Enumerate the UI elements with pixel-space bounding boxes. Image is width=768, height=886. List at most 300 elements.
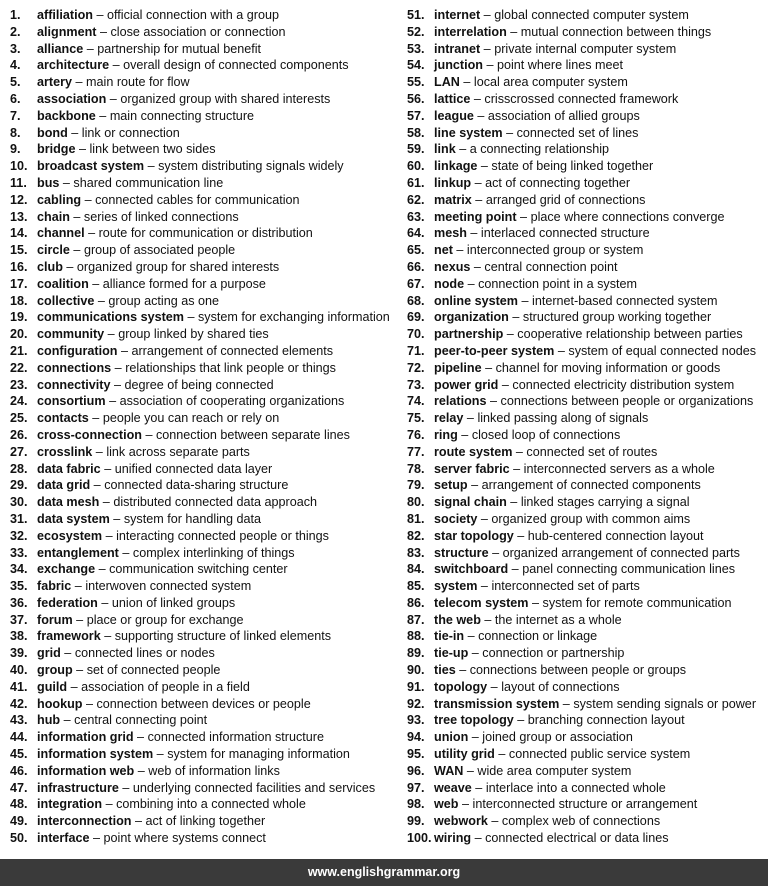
entry-dash: – — [506, 24, 521, 39]
entry-dash: – — [109, 58, 124, 73]
entry-definition: connection or partnership — [482, 646, 625, 661]
entry-word: weave — [434, 780, 472, 795]
entry-definition: alliance formed for a purpose — [102, 276, 266, 291]
entry-number: 83. — [407, 545, 425, 560]
entry-word: WAN — [434, 763, 464, 778]
entry-definition: complex web of connections — [501, 814, 661, 829]
word-entry — [10, 662, 397, 679]
entry-word: group — [37, 663, 73, 678]
word-list-left-column — [0, 7, 397, 847]
word-list-columns — [0, 7, 768, 847]
entry-definition: crisscrossed connected framework — [484, 91, 679, 106]
entry-word: the web — [434, 612, 481, 627]
word-entry — [407, 729, 768, 746]
word-entry — [407, 309, 768, 326]
entry-dash: – — [102, 528, 117, 543]
entry-number: 96. — [407, 763, 425, 778]
entry-number: 24. — [10, 394, 28, 409]
entry-dash: – — [75, 142, 90, 157]
entry-word: information web — [37, 763, 135, 778]
entry-definition: system distributing signals widely — [158, 159, 344, 174]
entry-word: intranet — [434, 41, 481, 56]
entry-word: data mesh — [37, 495, 100, 510]
entry-number: 65. — [407, 243, 425, 258]
entry-definition: main route for flow — [86, 75, 190, 90]
word-entry — [407, 125, 768, 142]
entry-word: union — [434, 730, 469, 745]
entry-definition: connection between devices or people — [96, 696, 311, 711]
word-entry — [407, 796, 768, 813]
entry-definition: organized group with common aims — [491, 511, 691, 526]
entry-word: chain — [37, 209, 70, 224]
word-entry — [10, 125, 397, 142]
entry-word: hub — [37, 713, 61, 728]
entry-word: net — [434, 243, 453, 258]
entry-definition: link or connection — [81, 125, 180, 140]
entry-definition: supporting structure of linked elements — [114, 629, 332, 644]
entry-number: 79. — [407, 478, 425, 493]
entry-definition: underlying connected facilities and services — [132, 780, 376, 795]
entry-number: 81. — [407, 511, 425, 526]
entry-word: broadcast system — [37, 159, 145, 174]
word-entry — [10, 696, 397, 713]
entry-dash: – — [153, 747, 168, 762]
word-entry — [407, 511, 768, 528]
word-entry — [407, 461, 768, 478]
word-entry — [10, 645, 397, 662]
entry-definition: connections between people or groups — [469, 663, 687, 678]
entry-number: 51. — [407, 8, 425, 22]
entry-definition: system of equal connected nodes — [568, 343, 757, 358]
entry-number: 41. — [10, 679, 28, 694]
word-entry — [10, 477, 397, 494]
entry-dash: – — [471, 780, 486, 795]
entry-word: coalition — [37, 276, 89, 291]
word-entry — [407, 393, 768, 410]
entry-number: 87. — [407, 612, 425, 627]
word-entry — [10, 91, 397, 108]
entry-number: 6. — [10, 91, 21, 106]
entry-number: 22. — [10, 360, 28, 375]
entry-word: community — [37, 327, 105, 342]
entry-number: 25. — [10, 411, 28, 426]
entry-dash: – — [486, 394, 501, 409]
entry-definition: wide area computer system — [477, 763, 632, 778]
entry-definition: closed loop of connections — [471, 427, 621, 442]
entry-word: association — [37, 91, 107, 106]
entry-number: 13. — [10, 209, 28, 224]
word-entry — [10, 595, 397, 612]
entry-dash: – — [470, 91, 485, 106]
entry-word: interconnection — [37, 814, 132, 829]
entry-number: 90. — [407, 663, 425, 678]
entry-definition: connected data-sharing structure — [104, 478, 289, 493]
entry-definition: central connection point — [484, 259, 618, 274]
word-entry — [407, 377, 768, 394]
entry-dash: – — [528, 595, 543, 610]
entry-definition: shared communication line — [73, 175, 224, 190]
entry-word: relay — [434, 411, 464, 426]
entry-number: 40. — [10, 663, 28, 678]
entry-dash: – — [480, 8, 495, 22]
entry-number: 17. — [10, 276, 28, 291]
entry-dash: – — [88, 411, 103, 426]
entry-definition: interconnected set of parts — [491, 579, 640, 594]
word-entry — [10, 494, 397, 511]
entry-definition: mutual connection between things — [520, 24, 712, 39]
word-entry — [407, 141, 768, 158]
entry-dash: – — [509, 461, 524, 476]
entry-definition: route for communication or distribution — [98, 226, 313, 241]
entry-definition: linked stages carrying a signal — [520, 495, 690, 510]
entry-word: mesh — [434, 226, 467, 241]
entry-number: 3. — [10, 41, 21, 56]
entry-dash: – — [452, 243, 467, 258]
entry-number: 39. — [10, 646, 28, 661]
entry-word: webwork — [434, 814, 488, 829]
entry-dash: – — [463, 411, 478, 426]
entry-word: node — [434, 276, 465, 291]
entry-dash: – — [67, 125, 82, 140]
entry-number: 42. — [10, 696, 28, 711]
entry-word: framework — [37, 629, 101, 644]
entry-word: online system — [434, 293, 518, 308]
entry-definition: central connecting point — [74, 713, 208, 728]
entry-dash: – — [100, 629, 115, 644]
word-entry — [10, 293, 397, 310]
entry-dash: – — [502, 125, 517, 140]
entry-definition: people you can reach or rely on — [102, 411, 280, 426]
entry-number: 35. — [10, 579, 28, 594]
entry-number: 5. — [10, 75, 21, 90]
word-entry — [407, 57, 768, 74]
entry-number: 18. — [10, 293, 28, 308]
entry-word: entanglement — [37, 545, 119, 560]
entry-number: 44. — [10, 730, 28, 745]
entry-number: 36. — [10, 595, 28, 610]
word-entry — [407, 444, 768, 461]
entry-number: 8. — [10, 125, 21, 140]
entry-dash: – — [99, 495, 114, 510]
entry-number: 32. — [10, 528, 28, 543]
entry-definition: link across separate parts — [106, 444, 250, 459]
entry-dash: – — [62, 259, 77, 274]
entry-definition: the internet as a whole — [494, 612, 622, 627]
entry-word: circle — [37, 243, 70, 258]
word-entry — [10, 461, 397, 478]
entry-definition: organized arrangement of connected parts — [502, 545, 740, 560]
entry-word: data fabric — [37, 461, 101, 476]
entry-word: meeting point — [434, 209, 517, 224]
entry-word: linkage — [434, 159, 478, 174]
word-entry — [10, 612, 397, 629]
word-entry — [10, 393, 397, 410]
entry-word: utility grid — [434, 747, 495, 762]
entry-number: 28. — [10, 461, 28, 476]
entry-dash: – — [458, 797, 473, 812]
word-entry — [10, 427, 397, 444]
entry-definition: group acting as one — [108, 293, 220, 308]
entry-definition: point where lines meet — [496, 58, 623, 73]
entry-word: configuration — [37, 343, 118, 358]
entry-number: 97. — [407, 780, 425, 795]
entry-definition: hub-centered connection layout — [527, 528, 704, 543]
entry-word: web — [434, 797, 459, 812]
entry-word: link — [434, 142, 456, 157]
entry-word: LAN — [434, 75, 460, 90]
entry-number: 76. — [407, 427, 425, 442]
entry-word: crosslink — [37, 444, 93, 459]
entry-word: peer-to-peer system — [434, 343, 555, 358]
entry-dash: – — [463, 763, 478, 778]
entry-word: setup — [434, 478, 468, 493]
entry-word: backbone — [37, 108, 96, 123]
entry-word: organization — [434, 310, 509, 325]
word-entry — [10, 175, 397, 192]
entry-dash: – — [72, 75, 87, 90]
entry-dash: – — [471, 831, 486, 846]
entry-dash: – — [118, 545, 133, 560]
entry-definition: organized group with shared interests — [120, 91, 331, 106]
entry-dash: – — [90, 478, 105, 493]
entry-dash: – — [100, 461, 115, 476]
entry-word: affiliation — [37, 8, 93, 22]
footer-url[interactable]: www.englishgrammar.org — [307, 865, 461, 879]
entry-word: forum — [37, 612, 73, 627]
entry-word: guild — [37, 679, 68, 694]
word-entry — [407, 326, 768, 343]
entry-word: junction — [434, 58, 483, 73]
entry-dash: – — [109, 511, 124, 526]
entry-word: connections — [37, 360, 112, 375]
word-entry — [407, 343, 768, 360]
entry-word: alliance — [37, 41, 84, 56]
word-entry — [407, 595, 768, 612]
entry-definition: connected lines or nodes — [74, 646, 215, 661]
entry-word: structure — [434, 545, 489, 560]
entry-word: hookup — [37, 696, 83, 711]
entry-dash: – — [559, 696, 574, 711]
entry-dash: – — [97, 595, 112, 610]
entry-definition: main connecting structure — [109, 108, 255, 123]
entry-dash: – — [141, 427, 156, 442]
entry-dash: – — [84, 226, 99, 241]
entry-definition: structured group working together — [522, 310, 712, 325]
entry-number: 11. — [10, 175, 27, 190]
entry-number: 58. — [407, 125, 425, 140]
word-entry — [10, 796, 397, 813]
entry-number: 49. — [10, 814, 28, 829]
entry-word: tree topology — [434, 713, 514, 728]
word-entry — [10, 561, 397, 578]
entry-definition: system for handling data — [123, 511, 262, 526]
entry-number: 75. — [407, 411, 425, 426]
entry-number: 80. — [407, 495, 425, 510]
entry-number: 99. — [407, 814, 425, 829]
entry-dash: – — [72, 663, 87, 678]
entry-dash: – — [487, 679, 502, 694]
entry-word: bond — [37, 125, 68, 140]
entry-definition: interlaced connected structure — [480, 226, 650, 241]
entry-dash: – — [95, 562, 110, 577]
entry-dash: – — [118, 780, 133, 795]
entry-word: architecture — [37, 58, 110, 73]
entry-dash: – — [134, 763, 149, 778]
entry-definition: arrangement of connected components — [481, 478, 701, 493]
entry-dash: – — [102, 797, 117, 812]
entry-number: 98. — [407, 797, 425, 812]
word-entry — [407, 24, 768, 41]
entry-word: cabling — [37, 192, 82, 207]
entry-number: 67. — [407, 276, 425, 291]
word-entry — [10, 158, 397, 175]
entry-dash: – — [508, 310, 523, 325]
entry-number: 63. — [407, 209, 425, 224]
entry-number: 84. — [407, 562, 425, 577]
entry-definition: linked passing along of signals — [477, 411, 649, 426]
entry-number: 66. — [407, 259, 425, 274]
entry-word: federation — [37, 595, 98, 610]
entry-number: 82. — [407, 528, 425, 543]
entry-definition: link between two sides — [89, 142, 216, 157]
entry-definition: system for managing information — [167, 747, 350, 762]
entry-number: 4. — [10, 58, 21, 73]
entry-definition: a connecting relationship — [469, 142, 610, 157]
entry-number: 64. — [407, 226, 425, 241]
entry-dash: – — [516, 209, 531, 224]
word-entry — [407, 679, 768, 696]
entry-number: 37. — [10, 612, 28, 627]
word-entry — [407, 813, 768, 830]
entry-dash: – — [468, 646, 483, 661]
entry-word: contacts — [37, 411, 89, 426]
word-entry — [10, 276, 397, 293]
entry-definition: channel for moving information or goods — [495, 360, 721, 375]
entry-dash: – — [110, 377, 125, 392]
entry-definition: interconnected servers as a whole — [523, 461, 715, 476]
entry-definition: connected electrical or data lines — [485, 831, 669, 846]
entry-dash: – — [144, 159, 159, 174]
entry-definition: combining into a connected whole — [116, 797, 306, 812]
entry-dash: – — [72, 612, 87, 627]
entry-definition: system for exchanging information — [198, 310, 390, 325]
entry-number: 56. — [407, 91, 425, 106]
word-entry — [407, 763, 768, 780]
entry-number: 50. — [10, 831, 28, 846]
entry-definition: layout of connections — [501, 679, 620, 694]
entry-definition: unified connected data layer — [114, 461, 273, 476]
entry-word: club — [37, 259, 63, 274]
entry-word: society — [434, 511, 478, 526]
entry-number: 95. — [407, 747, 425, 762]
entry-word: grid — [37, 646, 61, 661]
word-entry — [10, 746, 397, 763]
entry-dash: – — [498, 377, 513, 392]
entry-definition: point where systems connect — [103, 831, 266, 846]
entry-dash: – — [111, 360, 126, 375]
entry-definition: state of being linked together — [491, 159, 654, 174]
entry-dash: – — [133, 730, 148, 745]
word-entry — [10, 545, 397, 562]
entry-dash: – — [468, 730, 483, 745]
entry-word: league — [434, 108, 474, 123]
entry-word: internet — [434, 8, 481, 22]
entry-word: star topology — [434, 528, 514, 543]
entry-number: 77. — [407, 444, 425, 459]
entry-definition: organized group for shared interests — [76, 259, 280, 274]
entry-word: linkup — [434, 175, 472, 190]
entry-word: partnership — [434, 327, 504, 342]
entry-number: 26. — [10, 427, 28, 442]
word-entry — [407, 645, 768, 662]
word-entry — [407, 192, 768, 209]
entry-dash: – — [512, 444, 527, 459]
entry-word: fabric — [37, 579, 72, 594]
entry-word: communications system — [37, 310, 184, 325]
entry-number: 2. — [10, 24, 21, 39]
entry-number: 29. — [10, 478, 28, 493]
entry-definition: group of associated people — [83, 243, 236, 258]
entry-number: 53. — [407, 41, 425, 56]
entry-dash: – — [71, 579, 86, 594]
entry-dash: – — [482, 58, 497, 73]
entry-word: topology — [434, 679, 488, 694]
word-entry — [10, 242, 397, 259]
entry-dash: – — [455, 142, 470, 157]
entry-definition: interconnected group or system — [466, 243, 644, 258]
entry-dash: – — [464, 629, 479, 644]
entry-number: 94. — [407, 730, 425, 745]
entry-word: infrastructure — [37, 780, 119, 795]
entry-word: tie-in — [434, 629, 465, 644]
entry-definition: partnership for mutual benefit — [97, 41, 262, 56]
entry-definition: series of linked connections — [83, 209, 239, 224]
entry-number: 27. — [10, 444, 28, 459]
entry-definition: act of linking together — [145, 814, 266, 829]
entry-word: pipeline — [434, 360, 482, 375]
entry-number: 10. — [10, 159, 28, 174]
entry-dash: – — [83, 41, 98, 56]
entry-dash: – — [467, 478, 482, 493]
word-entry — [407, 696, 768, 713]
entry-dash: – — [183, 310, 198, 325]
entry-dash: – — [95, 108, 110, 123]
entry-number: 21. — [10, 343, 28, 358]
entry-definition: connection between separate lines — [155, 427, 350, 442]
entry-word: ring — [434, 427, 458, 442]
entry-definition: local area computer system — [473, 75, 628, 90]
entry-dash: – — [466, 226, 481, 241]
word-entry — [10, 712, 397, 729]
entry-definition: place or group for exchange — [86, 612, 244, 627]
entry-number: 20. — [10, 327, 28, 342]
entry-number: 85. — [407, 579, 425, 594]
entry-word: interface — [37, 831, 90, 846]
word-entry — [407, 612, 768, 629]
entry-number: 73. — [407, 377, 425, 392]
entry-word: system — [434, 579, 478, 594]
entry-number: 45. — [10, 747, 28, 762]
entry-dash: – — [506, 495, 521, 510]
entry-dash: – — [104, 327, 119, 342]
entry-number: 55. — [407, 75, 425, 90]
word-entry — [407, 561, 768, 578]
entry-number: 38. — [10, 629, 28, 644]
entry-dash: – — [487, 814, 502, 829]
entry-definition: private internal computer system — [494, 41, 677, 56]
entry-number: 9. — [10, 142, 21, 157]
word-entry — [407, 242, 768, 259]
